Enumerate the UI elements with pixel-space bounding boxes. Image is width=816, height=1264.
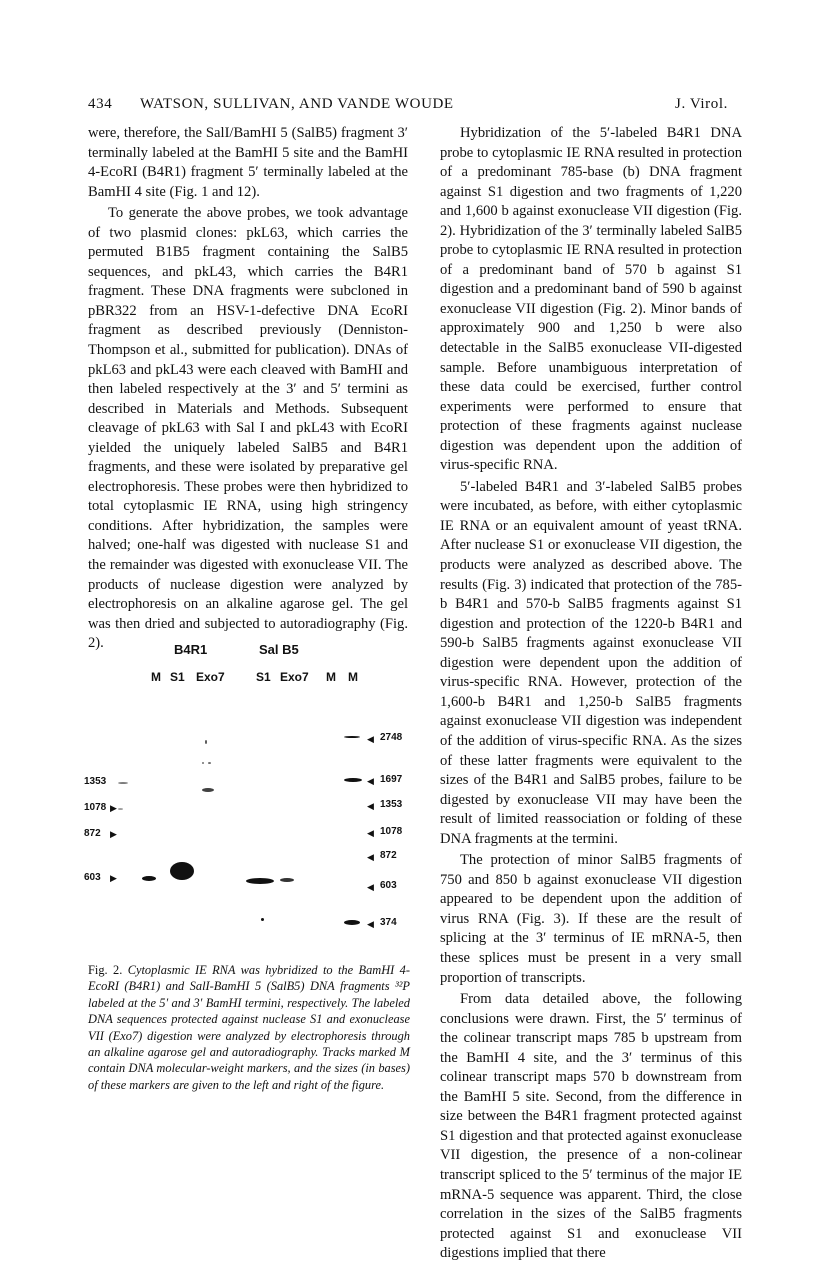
lane-label: Exo7 xyxy=(280,670,309,684)
page-number: 434 xyxy=(88,96,113,112)
figure-tag: Fig. 2. xyxy=(88,963,123,977)
gel-band xyxy=(170,862,194,880)
gel-band xyxy=(118,808,123,810)
marker-arrow-icon: ◀ xyxy=(367,919,374,929)
marker-arrow-icon: ◀ xyxy=(367,882,374,892)
size-marker-right: 2748 xyxy=(380,732,403,743)
gel-band xyxy=(118,782,128,784)
gel-band xyxy=(202,762,204,764)
size-marker-right: 374 xyxy=(380,917,397,928)
lane-label: S1 xyxy=(256,670,271,684)
page-header xyxy=(88,96,728,118)
paragraph: From data detailed above, the following conclusions were drawn. First, the 5′ terminus of the colinear transcript maps 785 b upstream from the BamHI 4 site, and the 3′ terminus of this colinear transcript maps 570 b downstream from the BamHI 5 site. Second, from the difference in size between the B4R1 fragment protected against S1 digestion and that protected against exonuclease VII digestion, the presence of a non-colinear transcript spliced to the 5′ terminus of the major IE mRNA-5 sequence was apparent. Third, the close correlation in the sizes of the SalB5 fragments protected against S1 and exonuclease VII digestions implied that there xyxy=(440,991,742,1262)
running-authors: WATSON, SULLIVAN, AND VANDE WOUDE xyxy=(140,96,454,112)
marker-arrow-icon: ◀ xyxy=(367,776,374,786)
gel-band xyxy=(280,878,294,882)
size-marker-right: 872 xyxy=(380,850,397,861)
size-marker-right: 603 xyxy=(380,880,397,891)
paragraph: The protection of minor SalB5 fragments of 750 and 850 b against exonuclease VII digestion appeared to be dependent upon the addition of virus RNA (Fig. 3). If these are the result of splicing at the 3′ terminus of IE mRNA-5, then these splices must be present in a very small proportion of transcripts. xyxy=(440,852,742,986)
paragraph: 5′-labeled B4R1 and 3′-labeled SalB5 probes were incubated, as before, with either cytoplasmic IE RNA or an equivalent amount of yeast tRNA. After nuclease S1 or exonuclease VII digestion, the products were analyzed as described above. The results (Fig. 3) indicated that protection of the 785-b B4R1 and 570-b SalB5 fragments against S1 digestion and protection of the 1220-b B4R1 and 590-b SalB5 fragments against exonuclease VII digestion were dependent upon the addition of virus-specific RNA. However, protection of the 1,600-b B4R1 and 1,250-b SalB5 fragments against exonuclease VII digestion was independent of the addition of virus-specific RNA. As the sizes of these latter fragments were equivalent to the sizes of the B4R1 and SalB5 probes, failure to be digested by exonuclease VII may have been the result of limited reassociation or folding of these DNA fragments at the termini. xyxy=(440,478,742,847)
size-marker-right: 1078 xyxy=(380,826,403,837)
paragraph: were, therefore, the SalI/BamHI 5 (SalB5) fragment 3′ terminally labeled at the BamHI 5 site and the BamHI 4-EcoRI (B4R1) fragment 5′ terminally labeled at the BamHI 4 site (Fig. 1 and 12). xyxy=(88,125,408,200)
lane-label: M xyxy=(326,670,336,684)
caption-text: Cytoplasmic IE RNA was hybridized to the BamHI 4-EcoRI (B4R1) and SalI-BamHI 5 (SalB5) DNA fragments ³²P labeled at the 5′ and 3′ BamHI termini, respectively. The labeled DNA sequences protected against nuclease S1 and exonuclease VII (Exo7) digestion were analyzed by electrophoresis through an alkaline agarose gel and autoradiography. Tracks marked M contain DNA molecular-weight markers, and the sizes (in bases) of these markers are given to the left and right of the figure. xyxy=(88,963,410,1092)
size-marker-left: 872 xyxy=(84,828,101,839)
size-marker-left: 1078 xyxy=(84,802,107,813)
lane-label: M xyxy=(348,670,358,684)
marker-arrow-icon: ▶ xyxy=(110,873,117,883)
lane-label: S1 xyxy=(170,670,185,684)
gel-band xyxy=(344,736,360,738)
lane-label: M xyxy=(151,670,161,684)
gel-band xyxy=(246,878,274,884)
group-label-salb5: Sal B5 xyxy=(259,642,299,657)
gel-band xyxy=(142,876,156,881)
paragraph: To generate the above probes, we took advantage of two plasmid clones: pkL63, which carries the permuted B1B5 fragment containing the SalB5 sequences, and pkL43, which carries the B4R1 fragment. These DNA fragments were subcloned in pBR322 from an HSV-1-defective DNA EcoRI fragment as described previously (Denniston-Thompson et al., submitted for publication). DNAs of pkL63 and pkL43 were each cleaved with BamHI and then labeled respectively at the 3′ and 5′ termini as described in Materials and Methods. Subsequent cleavage of pkL63 with Sal I and pkL43 with EcoRI yielded the uniquely labeled SalB5 and B4R1 fragments, and these were isolated by preparative gel electrophoresis. These probes were then hybridized to total cytoplasmic IE RNA, using high stringency conditions. After hybridization, the samples were halved; one-half was digested with nuclease S1 and the remainder was digested with exonuclease VII. The products of nuclease digestion were analyzed by electrophoresis on an alkaline agarose gel. The gel was then dried and subjected to autoradiography (Fig. 2). xyxy=(88,205,408,652)
paragraph: Hybridization of the 5′-labeled B4R1 DNA probe to cytoplasmic IE RNA resulted in protection of a predominant 785-base (b) DNA fragment against S1 digestion and two fragments of 1,220 and 1,600 b against exonuclease VII digestion (Fig. 2). Hybridization of the 3′ terminally labeled SalB5 probe to cytoplasmic IE RNA resulted in protection of a predominant band of 570 b against S1 digestion and a predominant band of 590 b against exonuclease VII digestion (Fig. 2). Minor bands of approximately 900 and 1,250 b were also detectable in the SalB5 exonuclease VII-digested sample. Before unambiguous interpretation of these data could be exercised, further control experiments were performed to ensure that protection of these fragments against nuclease digestion was dependent upon the addition of virus-specific RNA. xyxy=(440,125,742,474)
size-marker-left: 603 xyxy=(84,872,101,883)
size-marker-left: 1353 xyxy=(84,776,107,787)
gel-band xyxy=(344,920,360,925)
gel-band xyxy=(344,778,362,782)
gel-band xyxy=(208,762,211,764)
marker-arrow-icon: ▶ xyxy=(110,829,117,839)
marker-arrow-icon: ◀ xyxy=(367,734,374,744)
marker-arrow-icon: ▶ xyxy=(110,803,117,813)
marker-arrow-icon: ◀ xyxy=(367,801,374,811)
right-column xyxy=(440,124,742,1264)
journal-name: J. Virol. xyxy=(675,96,728,112)
size-marker-right: 1353 xyxy=(380,799,403,810)
left-column xyxy=(88,124,408,654)
gel-figure xyxy=(84,632,430,952)
group-label-b4r1: B4R1 xyxy=(174,642,208,657)
marker-arrow-icon: ◀ xyxy=(367,852,374,862)
lane-label: Exo7 xyxy=(196,670,225,684)
marker-arrow-icon: ◀ xyxy=(367,828,374,838)
gel-band xyxy=(202,788,214,792)
figure-caption xyxy=(88,962,410,1093)
size-marker-right: 1697 xyxy=(380,774,403,785)
gel-band xyxy=(205,740,207,744)
gel-band xyxy=(261,918,264,921)
